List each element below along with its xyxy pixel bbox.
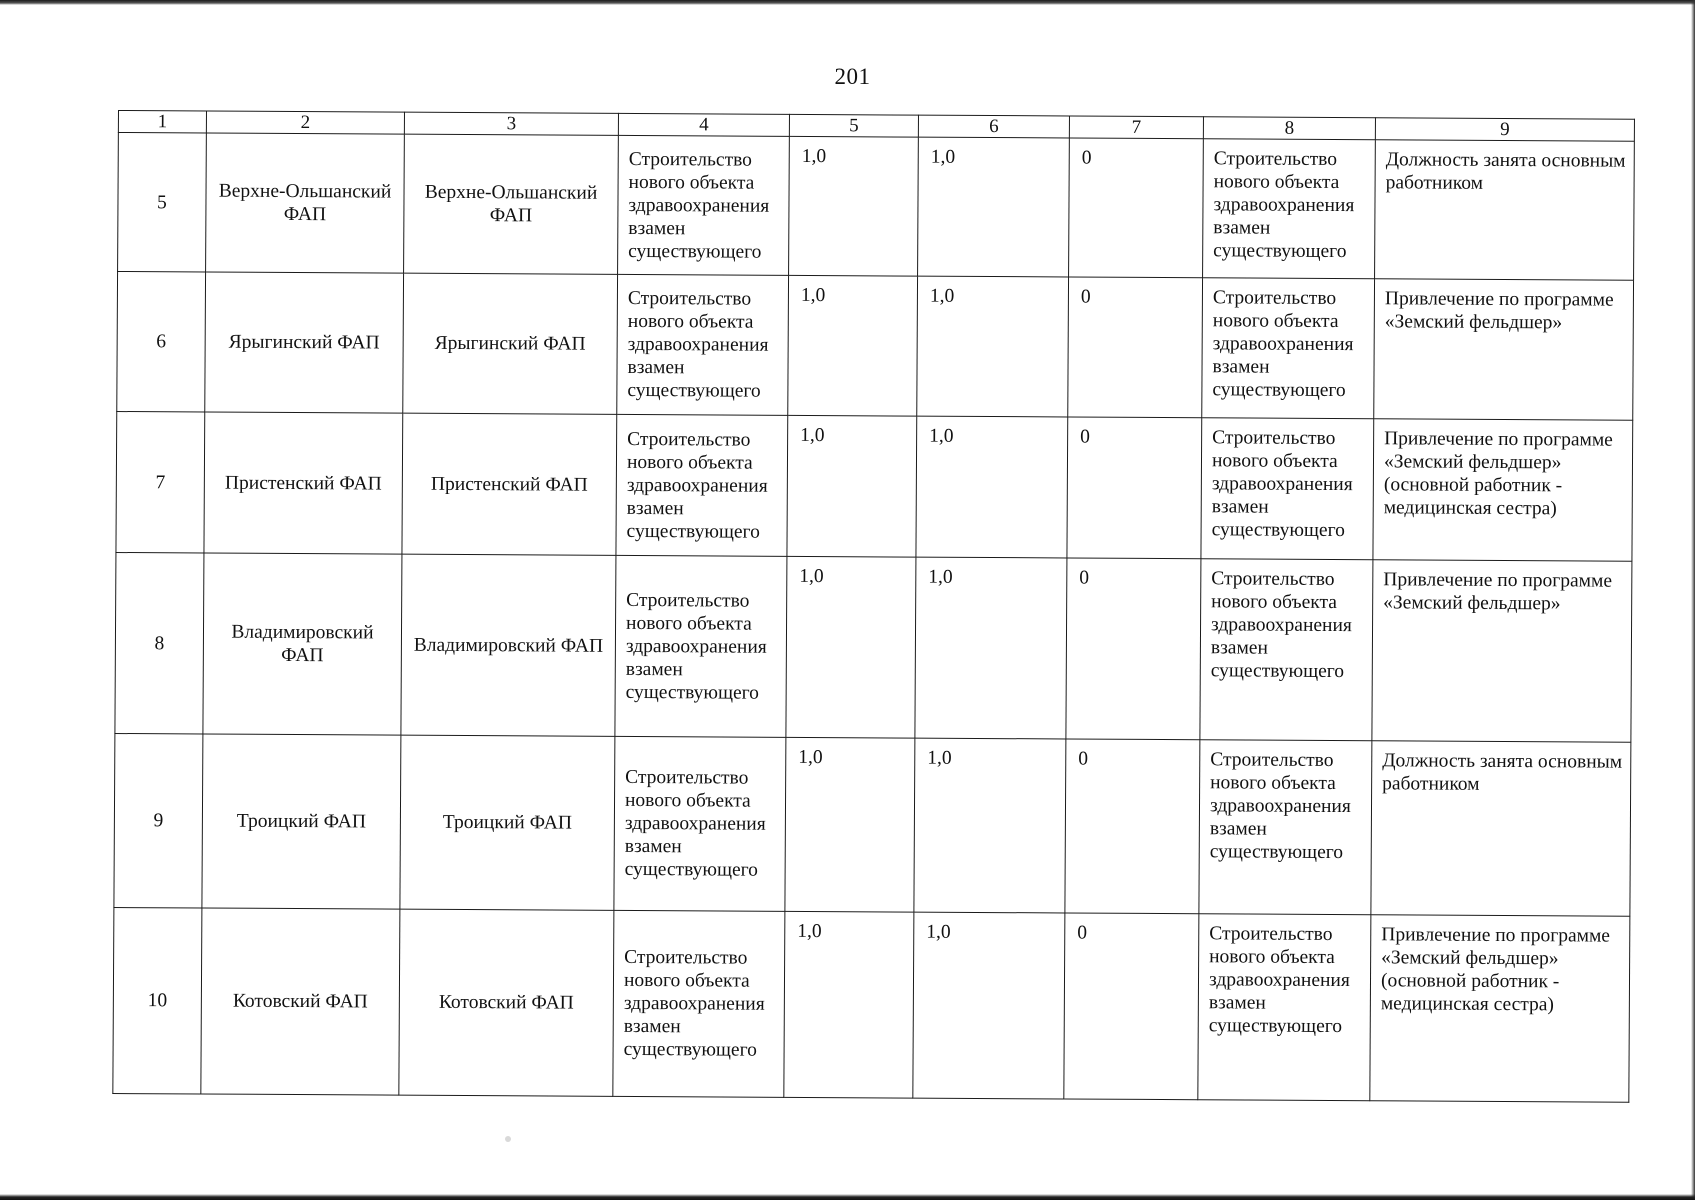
table-row <box>113 907 1630 1102</box>
column-header-7: 7 <box>1069 116 1203 139</box>
value-col6: 1,0 <box>914 738 1066 913</box>
staffing-note: Привлечение по программе «Земский фельдшер» <box>1374 279 1634 420</box>
row-number: 5 <box>118 133 207 273</box>
value-col7: 0 <box>1069 138 1204 278</box>
column-header-6: 6 <box>918 115 1069 138</box>
facility-object: Ярыгинский ФАП <box>403 273 618 414</box>
table-row <box>117 272 1634 421</box>
value-col7: 0 <box>1064 913 1199 1100</box>
value-col5: 1,0 <box>789 136 919 276</box>
value-col5: 1,0 <box>786 556 916 738</box>
action-col8: Строительство нового объекта здравоохранения взамен существующего <box>1201 418 1374 560</box>
column-header-1: 1 <box>118 111 206 134</box>
table-row <box>118 133 1635 281</box>
staffing-note: Привлечение по программе «Земский фельдшер» <box>1372 560 1632 742</box>
column-header-9: 9 <box>1375 118 1634 141</box>
value-col6: 1,0 <box>916 416 1068 558</box>
value-col5: 1,0 <box>788 275 918 416</box>
facility-name: Пристенский ФАП <box>204 412 403 554</box>
row-number: 6 <box>117 272 206 413</box>
column-header-3: 3 <box>404 112 618 135</box>
facility-name: Котовский ФАП <box>201 908 400 1095</box>
value-col6: 1,0 <box>913 912 1065 1099</box>
value-col5: 1,0 <box>787 415 917 557</box>
facility-object: Верхне-Ольшанский ФАП <box>404 134 619 274</box>
planned-action: Строительство нового объекта здравоохранения взамен существующего <box>618 135 790 275</box>
scan-edge-bottom <box>0 1194 1695 1200</box>
facility-name: Ярыгинский ФАП <box>205 272 404 413</box>
scan-speck <box>505 1136 511 1142</box>
planned-action: Строительство нового объекта здравоохранения взамен существующего <box>616 414 788 556</box>
value-col5: 1,0 <box>785 737 915 912</box>
planned-action: Строительство нового объекта здравоохранения взамен существующего <box>614 736 786 911</box>
page-number: 201 <box>834 64 871 89</box>
staffing-note: Привлечение по программе «Земский фельдшер» (основной работник - медицинская сестра) <box>1370 915 1630 1102</box>
planned-action: Строительство нового объекта здравоохранения взамен существующего <box>613 910 785 1097</box>
row-number: 9 <box>114 733 203 908</box>
staffing-note: Привлечение по программе «Земский фельдшер» (основной работник - медицинская сестра) <box>1373 419 1633 561</box>
value-col7: 0 <box>1066 558 1201 740</box>
scan-edge-top <box>0 0 1695 5</box>
column-header-5: 5 <box>789 114 918 137</box>
row-number: 7 <box>116 411 205 553</box>
column-header-4: 4 <box>618 113 789 136</box>
action-col8: Строительство нового объекта здравоохранения взамен существующего <box>1199 740 1372 915</box>
column-header-8: 8 <box>1203 117 1375 140</box>
facility-object: Котовский ФАП <box>399 909 614 1096</box>
staffing-note: Должность занята основным работником <box>1375 140 1635 280</box>
table-row <box>114 733 1631 916</box>
row-number: 8 <box>115 552 204 734</box>
row-number: 10 <box>113 907 202 1094</box>
value-col6: 1,0 <box>915 557 1067 739</box>
planned-action: Строительство нового объекта здравоохранения взамен существующего <box>617 274 789 415</box>
table-body <box>113 133 1635 1103</box>
action-col8: Строительство нового объекта здравоохранения взамен существующего <box>1202 278 1375 419</box>
action-col8: Строительство нового объекта здравоохранения взамен существующего <box>1200 559 1373 741</box>
value-col6: 1,0 <box>918 137 1070 277</box>
value-col6: 1,0 <box>917 276 1069 417</box>
value-col7: 0 <box>1068 277 1203 418</box>
facility-object: Троицкий ФАП <box>400 735 615 910</box>
column-header-2: 2 <box>206 111 404 134</box>
value-col7: 0 <box>1065 739 1200 914</box>
planned-action: Строительство нового объекта здравоохранения взамен существующего <box>615 555 787 737</box>
facility-object: Владимировский ФАП <box>401 554 616 736</box>
facility-object: Пристенский ФАП <box>402 413 617 555</box>
staffing-note: Должность занята основным работником <box>1371 741 1631 916</box>
facility-name: Троицкий ФАП <box>202 734 401 909</box>
facility-name: Верхне-Ольшанский ФАП <box>206 133 405 273</box>
action-col8: Строительство нового объекта здравоохранения взамен существующего <box>1198 914 1371 1101</box>
value-col5: 1,0 <box>784 911 914 1098</box>
facility-name: Владимировский ФАП <box>203 553 402 735</box>
value-col7: 0 <box>1067 417 1202 559</box>
scan-edge-right <box>1691 0 1695 1200</box>
action-col8: Строительство нового объекта здравоохранения взамен существующего <box>1203 139 1376 279</box>
facilities-table <box>112 110 1635 1103</box>
table-row <box>115 552 1632 742</box>
table-row <box>116 411 1633 561</box>
